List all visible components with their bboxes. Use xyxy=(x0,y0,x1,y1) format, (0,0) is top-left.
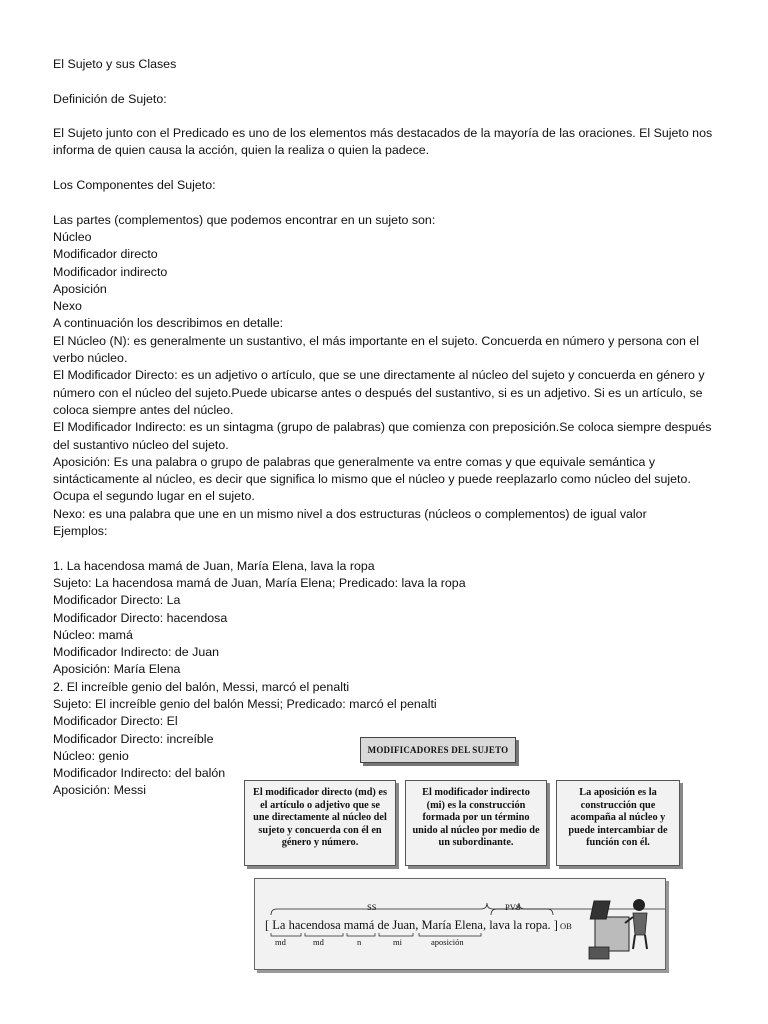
definition-heading: Definición de Sujeto: xyxy=(53,91,167,106)
example-line: Modificador Indirecto: de Juan xyxy=(53,645,219,660)
part-item: Nexo xyxy=(53,299,82,314)
detail-line: Aposición: Es una palabra o grupo de palabras que generalmente va entre comas y que equivale semántica y xyxy=(53,454,656,469)
part-item: Modificador directo xyxy=(53,247,158,262)
part-item: Modificador indirecto xyxy=(53,264,168,279)
detail-line: coloca siempre antes del núcleo. xyxy=(53,402,234,417)
example-line: Núcleo: mamá xyxy=(53,627,133,642)
box-modificador-directo: El modificador directo (md) es el artículo o adjetivo que se une directamente al núcleo del sujeto y concuerda con él en género y número. xyxy=(244,780,396,866)
label-md: md xyxy=(275,937,286,947)
ss-label: SS xyxy=(367,902,377,912)
label-md: md xyxy=(313,937,324,947)
detail-line: Ejemplos: xyxy=(53,524,108,539)
example-line: Modificador Directo: increíble xyxy=(53,731,214,746)
example-line: Modificador Indirecto: del balón xyxy=(53,766,226,781)
analysis-sentence: [ La hacendosa mamá de Juan, María Elena, lava la ropa. ] xyxy=(265,918,558,932)
definition-line: informa de quien causa la acción, quien la realiza o quien la padece. xyxy=(53,143,430,158)
part-item: Aposición xyxy=(53,281,107,296)
sentence-analysis-diagram xyxy=(254,878,666,970)
figure-title: MODIFICADORES DEL SUJETO xyxy=(360,737,516,763)
example-line: Aposición: María Elena xyxy=(53,662,181,677)
label-mi: mi xyxy=(393,937,402,947)
example-line: Sujeto: El increíble genio del balón Messi; Predicado: marcó el penalti xyxy=(53,696,437,711)
document-body xyxy=(53,56,733,800)
example-line: Núcleo: genio xyxy=(53,748,129,763)
example-line: Sujeto: La hacendosa mamá de Juan, María Elena; Predicado: lava la ropa xyxy=(53,575,466,590)
detail-line: Ocupa el segundo lugar en el sujeto. xyxy=(53,489,255,504)
example-line: Modificador Directo: La xyxy=(53,593,181,608)
detail-line: del sustantivo núcleo del sujeto. xyxy=(53,437,229,452)
box-aposicion: La aposición es la construcción que acompaña al núcleo y puede intercambiar de función con él. xyxy=(556,780,680,866)
example-line: 1. La hacendosa mamá de Juan, María Elena, lava la ropa xyxy=(53,558,375,573)
washing-illustration xyxy=(589,899,647,959)
pvs-label: PVS xyxy=(505,902,521,912)
detail-line: El Modificador Directo: es un adjetivo o artículo, que se une directamente al núcleo del sujeto y concuerda en género y xyxy=(53,368,705,383)
ob-label: OB xyxy=(560,921,572,931)
detail-line: verbo núcleo. xyxy=(53,351,128,366)
detail-intro: A continuación los describimos en detalle: xyxy=(53,316,284,331)
example-line: 2. El increíble genio del balón, Messi, marcó el penalti xyxy=(53,679,350,694)
label-aposicion: aposición xyxy=(431,937,464,947)
example-line: Modificador Directo: El xyxy=(53,714,178,729)
label-n: n xyxy=(357,937,362,947)
detail-line: número con el núcleo del sujeto.Puede ubicarse antes o después del sustantivo, si es un adjetivo. Si es un artículo, se xyxy=(53,385,703,400)
components-heading: Los Componentes del Sujeto: xyxy=(53,178,216,193)
detail-line: sintácticamente al núcleo, es decir que significa lo mismo que el núcleo y puede reeplazarlo como núcleo del sujeto. xyxy=(53,472,691,487)
document-title: El Sujeto y sus Clases xyxy=(53,57,177,71)
examples xyxy=(53,558,733,800)
definition-line: El Sujeto junto con el Predicado es uno de los elementos más destacados de la mayoría de las oraciones. El Sujeto nos xyxy=(53,126,713,141)
detail-line: Nexo: es una palabra que une en un mismo nivel a dos estructuras (núcleos o complementos) de igual valor xyxy=(53,506,647,521)
parts-intro: Las partes (complementos) que podemos encontrar en un sujeto son: xyxy=(53,212,436,227)
example-line: Aposición: Messi xyxy=(53,783,146,798)
detail-line: El Modificador Indirecto: es un sintagma (grupo de palabras) que comienza con preposición.Se coloca siempre después xyxy=(53,420,712,435)
detail-line: El Núcleo (N): es generalmente un sustantivo, el más importante en el sujeto. Concuerda en número y persona con el xyxy=(53,333,700,348)
part-item: Núcleo xyxy=(53,229,92,244)
box-modificador-indirecto: El modificador indirecto (mi) es la construcción formada por un término unido al núcleo por medio de un subordinante. xyxy=(405,780,547,866)
example-line: Modificador Directo: hacendosa xyxy=(53,610,228,625)
